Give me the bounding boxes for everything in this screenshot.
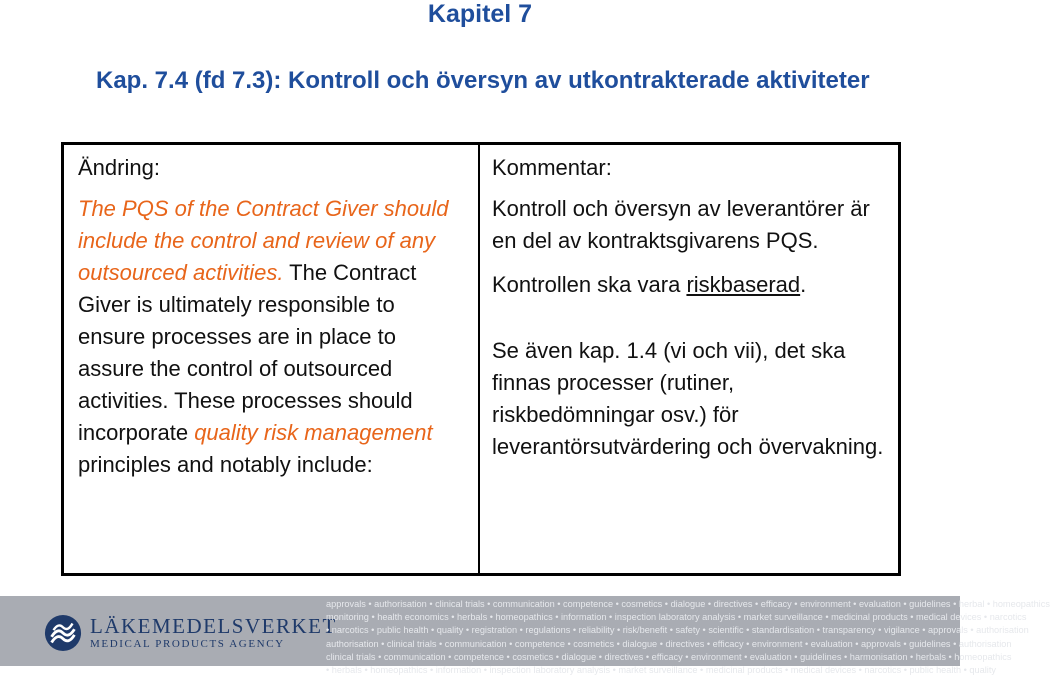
keyword-line: authorisation • clinical trials • communication • competence • cosmetics • dialogue • directives • efficacy • environment • evaluation • approvals • guidelines • authorisation bbox=[326, 638, 1012, 649]
change-text-body: The Contract Giver is ultimately responsible to ensure processes are in place to assure the control of outsourced activities. These processes should incorporate bbox=[78, 260, 417, 445]
change-text-end: principles and notably include: bbox=[78, 452, 373, 477]
riskbaserad-link[interactable]: riskbaserad bbox=[686, 272, 801, 297]
agency-name: LÄKEMEDELSVERKET bbox=[90, 614, 337, 638]
keyword-line: clinical trials • communication • competence • cosmetics • dialogue • directives • efficacy • environment • evaluation • guidelines • harmonisation • herbals • homeopathics bbox=[326, 651, 1012, 662]
agency-emblem-icon bbox=[44, 614, 82, 652]
keyword-line: • herbals • homeopathics • information • inspection laboratory analysis • market surveillance • medicinal products • medical devices • narcotics • public health • quality bbox=[326, 665, 996, 676]
change-column bbox=[64, 145, 480, 573]
keyword-line: approvals • authorisation • clinical trials • communication • competence • cosmetics • dialogue • directives • efficacy • environment • evaluation • guidelines • herbal • homeopathics bbox=[326, 599, 1050, 609]
change-label: Ändring: bbox=[78, 155, 160, 180]
footer-banner bbox=[0, 596, 1050, 676]
comment-paragraph-3: Se även kap. 1.4 (vi och vii), det ska finnas processer (rutiner, riskbedömningar osv.) för leverantörsutvärdering och övervakning. bbox=[492, 338, 884, 459]
keyword-line: monitoring • health economics • herbals • homeopathics • information • inspection laboratory analysis • market surveillance • medicinal products • medical devices • narcotics bbox=[326, 612, 1027, 623]
change-text-highlight: The PQS of the Contract Giver should include the control and review of any outsourced activities. bbox=[78, 196, 449, 285]
comment-column bbox=[480, 145, 898, 573]
comment-label: Kommentar: bbox=[492, 155, 612, 180]
comment-paragraph-1: Kontroll och översyn av leverantörer är en del av kontraktsgivarens PQS. bbox=[492, 196, 870, 253]
agency-subtitle: MEDICAL PRODUCTS AGENCY bbox=[90, 638, 285, 650]
agency-logo bbox=[44, 614, 337, 652]
keyword-line: • narcotics • public health • quality • registration • regulations • reliability • risk/benefit • safety • scientific • standardisation • transparency • vigilance • approvals • authorisation bbox=[326, 625, 1029, 636]
comment-paragraph-2-end: . bbox=[800, 272, 807, 297]
comment-paragraph-2 bbox=[492, 269, 888, 301]
agency-logo-text bbox=[90, 615, 337, 651]
comparison-table bbox=[61, 142, 901, 576]
comment-paragraph-2-text: Kontrollen ska vara bbox=[492, 272, 687, 297]
quality-risk-management-term: quality risk management bbox=[194, 420, 433, 445]
change-text bbox=[78, 193, 466, 481]
slide-heading: Kap. 7.4 (fd 7.3): Kontroll och översyn av utkontrakterade aktiviteter bbox=[96, 67, 870, 94]
keyword-banner bbox=[326, 598, 1050, 677]
chapter-title: Kapitel 7 bbox=[427, 0, 533, 28]
